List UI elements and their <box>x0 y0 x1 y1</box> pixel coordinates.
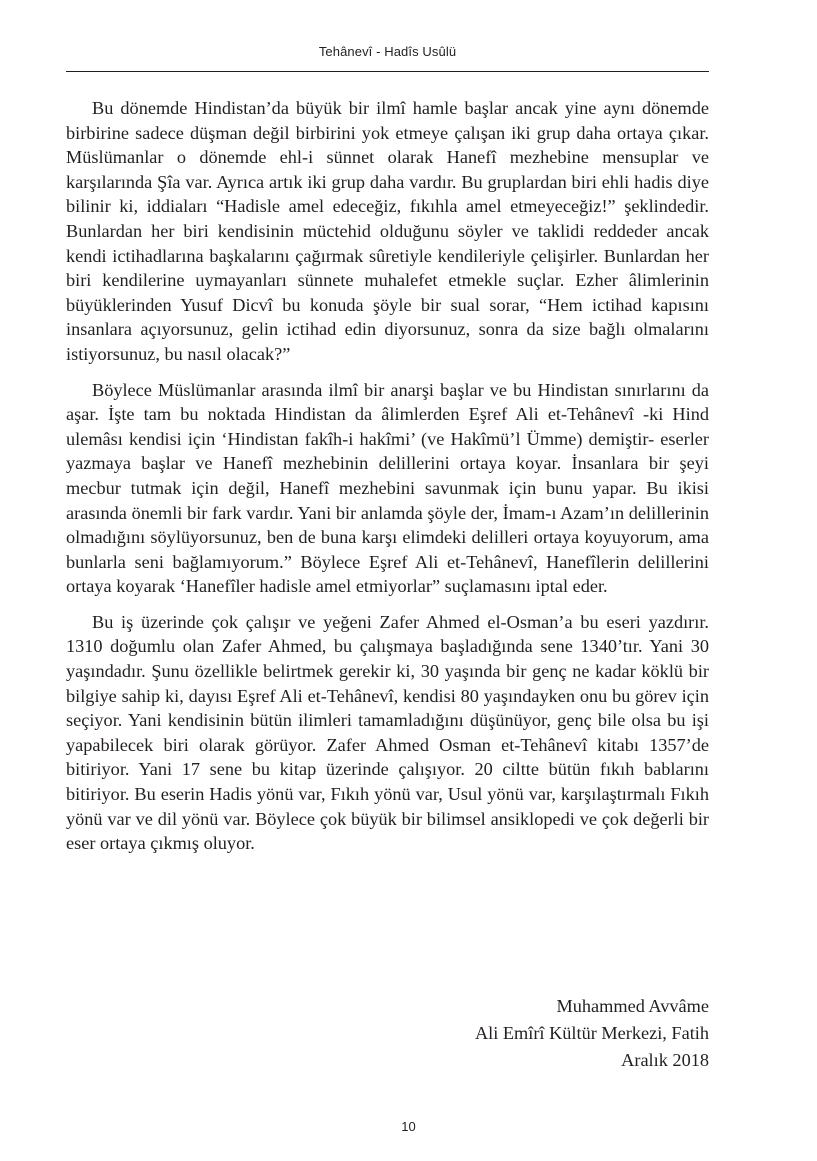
paragraph-1: Bu dönemde Hindistan’da büyük bir ilmî hamle başlar ancak yine aynı dönemde birbirine sadece düşman değil birbirini yok etmeye çalışan iki grup daha ortaya çıkar. Müslümanlar o dönemde ehl-i sünnet olarak Hanefî mezhebine mensuplar ve karşılarında Şîa var. Ayrıca artık iki grup daha vardır. Bu gruplardan biri ehli hadis diye bilinir ki, iddiaları “Hadisle amel edeceğiz, fıkıhla amel etmeyeceğiz!” şeklindedir. Bunlardan her biri kendisinin müctehid olduğunu söyler ve taklidi reddeder ancak kendi ictihadlarına başkalarını çağırmak sûretiyle kendileriyle çelişirler. Bunlardan her biri kendilerine uymayanları sünnete muhalefet etmekle suçlar. Ezher âlimlerinin büyüklerinden Yusuf Dicvî bu konuda şöyle bir sual sorar, “Hem ictihad kapısını insanlara açıyorsunuz, gelin ictihad edin diyorsunuz, sonra da size bağlı olmalarını istiyorsunuz, bu nasıl olacak?” <box>66 98 709 364</box>
signature-name: Muhammed Avvâme <box>556 996 709 1016</box>
page-number: 10 <box>401 1119 416 1134</box>
signature-block <box>475 993 709 1074</box>
running-header-title: Tehânevî - Hadîs Usûlü <box>318 44 457 59</box>
signature-date: Aralık 2018 <box>621 1050 709 1070</box>
main-text <box>66 96 709 867</box>
paragraph-2: Böylece Müslümanlar arasında ilmî bir anarşi başlar ve bu Hindistan sınırlarını da aşar. İşte tam bu noktada Hindistan da âlimlerden Eşref Ali et-Tehânevî -ki Hind ulemâsı kendisi için ‘Hindistan fakîh-i hakîmi’ (ve Hakîmü’l Ümme) demiştir- eserler yazmaya başlar ve Hanefî mezhebinin delillerini ortaya koyar. İnsanlara bir şeyi mecbur tutmak için değil, Hanefî mezhebini savunmak için bunu yapar. Bu ikisi arasında önemli bir fark vardır. Yani bir anlamda şöyle der, İmam-ı Azam’ın delillerinin olmadığını söylüyorsunuz, ben de buna karşı elimdeki delilleri ortaya koyuyorum, ama bunlarla seni bağlamıyorum.” Böylece Eşref Ali et-Tehânevî, Hanefîlerin delillerini ortaya koyarak ‘Hanefîler hadisle amel etmiyorlar” suçlamasını iptal eder. <box>66 379 709 597</box>
header-divider <box>66 71 709 72</box>
signature-location: Ali Emîrî Kültür Merkezi, Fatih <box>474 1023 709 1043</box>
paragraph-3: Bu iş üzerinde çok çalışır ve yeğeni Zafer Ahmed el-Osman’a bu eseri yazdırır. 1310 doğumlu olan Zafer Ahmed, bu çalışmaya başladığında sene 1340’tır. Yani 30 yaşındadır. Şunu özellikle belirtmek gerekir ki, 30 yaşında bir genç ne kadar köklü bir bilgiye sahip ki, dayısı Eşref Ali et-Tehânevî, kendisi 80 yaşındayken onu bu görev için seçiyor. Yani kendisinin bütün ilimleri tamamladığını düşünüyor, genç bile olsa bu işi yapabilecek biri olarak görüyor. Zafer Ahmed Osman et-Tehânevî kitabı 1357’de bitiriyor. Yani 17 sene bu kitap üzerinde çalışıyor. 20 ciltte bütün fıkıh bablarını bitiriyor. Bu eserin Hadis yönü var, Fıkıh yönü var, Usul yönü var, karşılaştırmalı Fıkıh yönü var ve dil yönü var. Böylece çok büyük bir bilimsel ansiklopedi ve çok değerli bir eser ortaya çıkmış oluyor. <box>66 611 709 854</box>
